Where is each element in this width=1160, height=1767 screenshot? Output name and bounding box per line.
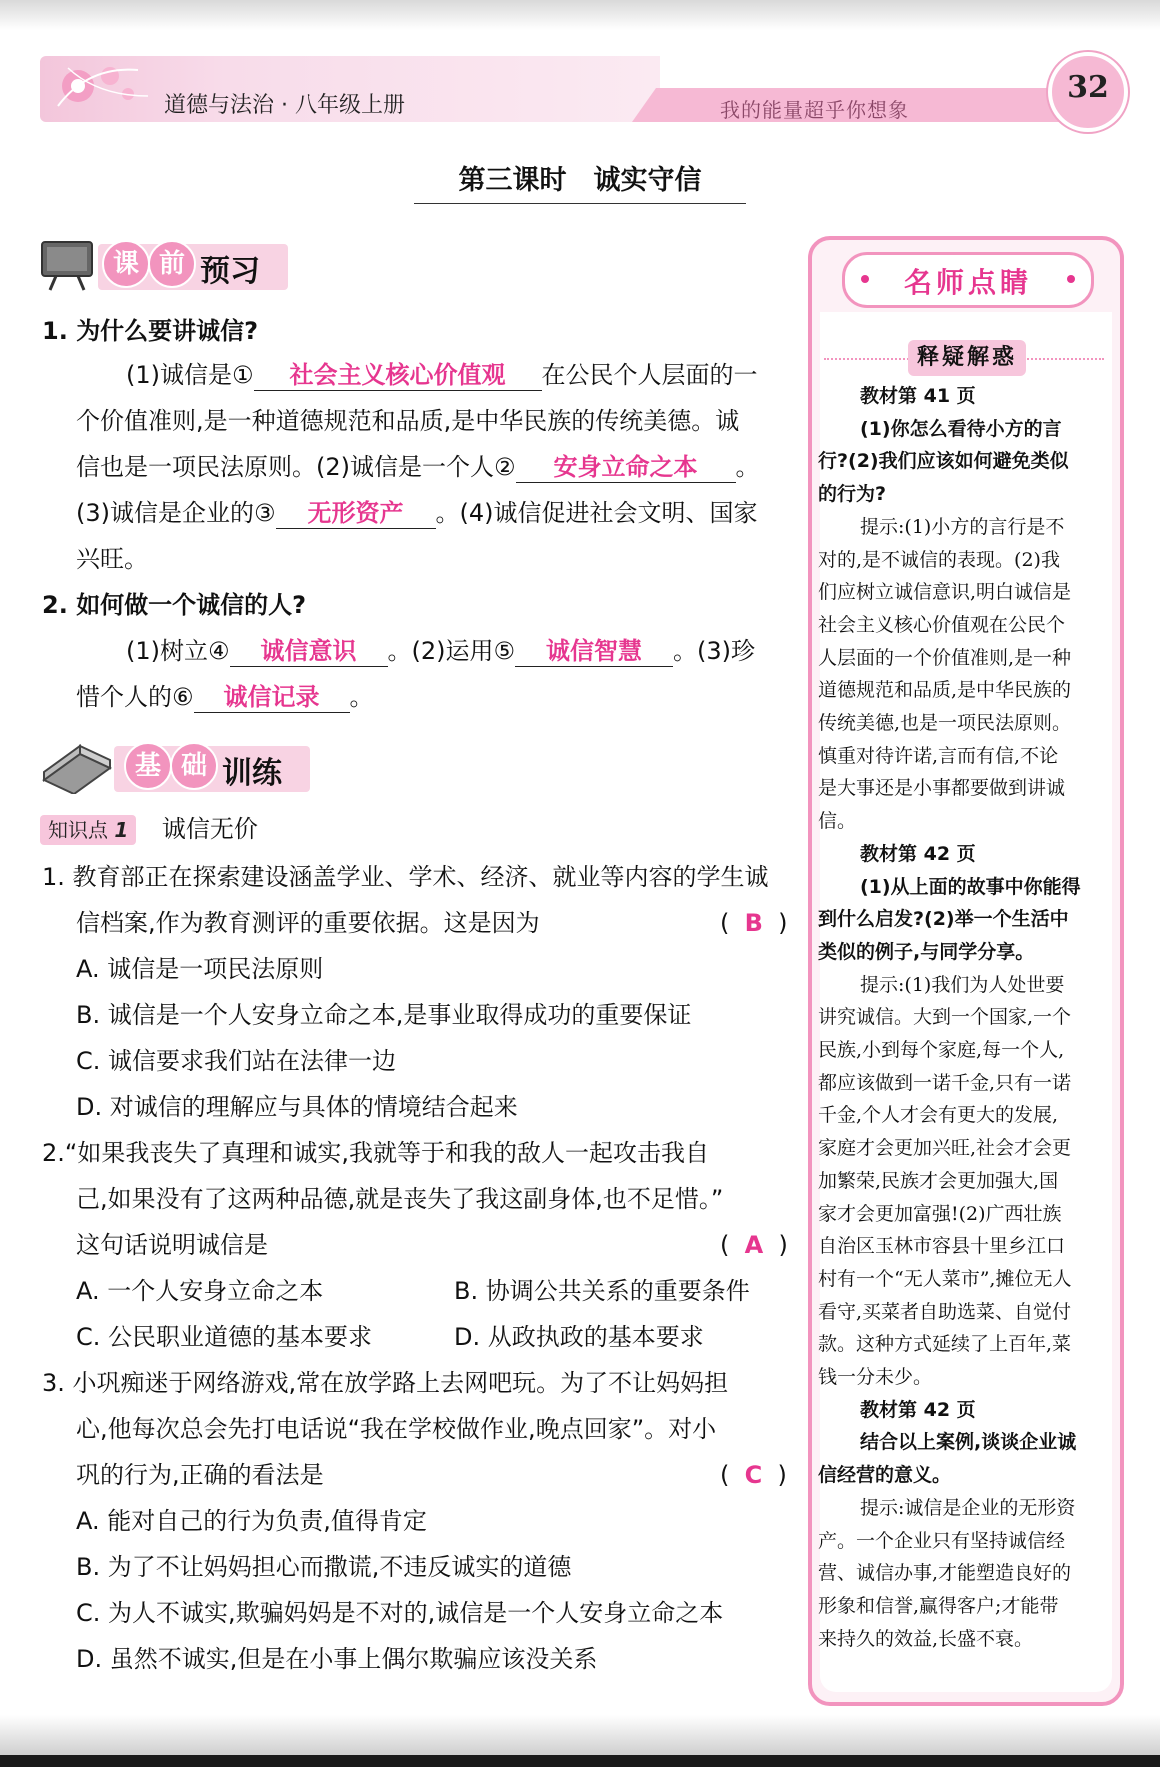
preview-q1-line3 [76,450,760,484]
sidebar-line: 提示:诚信是企业的无形资 [860,1496,1076,1519]
sidebar-line: 信经营的意义。 [818,1464,952,1487]
page-number: 32 [1067,70,1109,105]
sidebar-line: 千金,个人才会有更大的发展, [818,1104,1059,1127]
sidebar-line: 人层面的一个价值准则,是一种 [818,646,1072,669]
sidebar-line: 形象和信誉,赢得客户;才能带 [818,1594,1059,1617]
sidebar-line: 自治区玉林市容县十里乡江口 [818,1235,1066,1258]
sidebar-line: 产。一个企业只有坚持诚信经 [818,1529,1066,1552]
sidebar-line: 民族,小到每个家庭,每一个人, [818,1039,1065,1061]
kp-label: 知识点 [48,818,108,842]
sidebar-line: 钱一分未少。 [818,1366,933,1388]
top-edge [0,0,1160,30]
preview-q2-line1 [126,634,755,668]
question-number: 2. [42,591,68,619]
text-segment: 。 [735,453,760,481]
sidebar-line: 营、诚信办事,才能塑造良好的 [818,1562,1072,1585]
sidebar-line: 提示:(1)小方的言行是不 [860,515,1065,538]
sidebar-line: 对的,是不诚信的表现。(2)我 [818,548,1060,571]
question-number: 2. [42,1139,65,1167]
sidebar-line: 村有一个“无人菜市”,摊位无人 [818,1267,1072,1290]
kp-number: 1 [114,818,129,842]
text-segment: 。(4)诚信促进社会文明、国家 [435,499,758,527]
bottom-edge [0,1715,1160,1755]
q2-option-b: B. 协调公共关系的重要条件 [454,1277,750,1305]
q3-line3: 巩的行为,正确的看法是 [76,1461,324,1489]
text-segment: 信也是一项民法原则。(2)诚信是一个人② [76,453,516,481]
q1-answer: ( B ) [720,909,788,937]
text-segment: (3)诚信是企业的③ [76,499,276,527]
sidebar-line: 教材第 42 页 [860,842,976,865]
text-segment: 。 [349,683,374,711]
preview-q1-line1 [126,358,758,392]
heading-circle: 基 [124,742,172,790]
q2-option-a: A. 一个人安身立命之本 [76,1277,324,1305]
section-heading-preview [38,234,288,292]
q2-line2: 己,如果没有了这两种品德,就是丧失了我这副身体,也不足惜。” [76,1185,724,1213]
preview-q1-line4 [76,496,758,530]
slogan-text: 我的能量超乎你想象 [720,98,909,122]
answer-letter: B [744,909,763,937]
q2-line1 [42,1136,709,1170]
page-number-badge [1048,52,1128,132]
sidebar-line: 提示:(1)我们为人处世要 [860,973,1065,996]
sidebar-line: 款。这种方式延续了上百年,菜 [818,1333,1072,1356]
text-segment: 在公民个人层面的一 [541,361,758,389]
answer-letter: A [744,1231,764,1259]
answer-blank: 无形资产 [276,498,436,529]
q2-option-d: D. 从政执政的基本要求 [454,1323,704,1351]
heading-text: 预习 [200,254,260,289]
answer-blank: 社会主义核心价值观 [254,360,542,391]
sidebar-line: 是大事还是小事都要做到讲诚 [818,777,1066,800]
sidebar-line: 结合以上案例,谈谈企业诚 [860,1431,1077,1454]
question-text: “如果我丧失了真理和诚实,我就等于和我的敌人一起攻击我自 [64,1139,709,1167]
question-number: 3. [42,1369,65,1397]
answer-blank: 诚信意识 [230,636,388,667]
question-text: 小巩痴迷于网络游戏,常在放学路上去网吧玩。为了不让妈妈担 [72,1369,729,1397]
books-icon [40,740,114,794]
q1-option-d: D. 对诚信的理解应与具体的情境结合起来 [76,1093,518,1121]
sidebar-line: 讲究诚信。大到一个国家,一个 [818,1006,1072,1029]
book-subject: 道德与法治 · 八年级上册 [164,93,405,118]
sidebar-line: 行?(2)我们应该如何避免类似 [818,450,1069,473]
heading-text: 训练 [222,756,282,791]
sidebar-line: 都应该做到一诺千金,只有一诺 [818,1071,1072,1094]
sidebar-line: 信。 [818,810,857,833]
heading-circle: 课 [102,240,150,288]
sidebar-line: 慎重对待许诺,言而有信,不论 [818,744,1059,767]
q3-answer: ( C ) [720,1461,787,1489]
heading-circle: 前 [148,240,196,288]
text-segment: 。(3)珍 [673,637,756,665]
knowledge-point-tag [40,815,136,845]
q1-line1 [42,860,769,894]
sidebar-title-box [842,252,1094,308]
sidebar-line: 到什么启发?(2)举一个生活中 [818,908,1069,931]
sidebar-line: 家才会更加富强!(2)广西壮族 [818,1202,1062,1225]
sidebar-line: 教材第 41 页 [860,385,976,407]
q1-option-c: C. 诚信要求我们站在法律一边 [76,1047,397,1075]
answer-blank: 安身立命之本 [516,452,736,483]
flower-decoration-icon [48,56,158,116]
sidebar-line: (1)你怎么看待小方的言 [860,417,1062,440]
question-title: 如何做一个诚信的人? [76,591,307,619]
sidebar-line: 类似的例子,与同学分享。 [818,940,1035,963]
preview-q2-title [42,588,306,622]
text-segment: 。(2)运用⑤ [387,637,516,665]
text-segment: 惜个人的⑥ [76,683,194,711]
sidebar-line: 道德规范和品质,是中华民族的 [818,679,1072,702]
q3-option-d: D. 虽然不诚实,但是在小事上偶尔欺骗应该没关系 [76,1645,598,1673]
question-text: 教育部正在探索建设涵盖学业、学术、经济、就业等内容的学生诚 [72,863,769,891]
q3-line2: 心,他每次总会先打电话说“我在学校做作业,晚点回家”。对小 [76,1415,717,1443]
text-segment: (1)树立④ [126,637,230,665]
answer-blank: 诚信记录 [194,682,350,713]
text-segment: (1)诚信是① [126,361,254,389]
bottom-bar [0,1755,1160,1767]
knowledge-point [40,812,258,846]
question-title: 为什么要讲诚信? [76,317,259,345]
page-header [40,52,1120,126]
answer-letter: C [744,1461,763,1489]
preview-q1-line2: 个价值准则,是一种道德规范和品质,是中华民族的传统美德。诚 [76,407,740,435]
blackboard-icon [38,238,96,292]
q2-answer: ( A ) [720,1231,788,1259]
heading-circle: 础 [170,742,218,790]
q3-option-a: A. 能对自己的行为负责,值得肯定 [76,1507,427,1535]
section-heading-training [40,736,310,794]
sidebar-line: 的行为? [818,483,887,506]
q2-line3: 这句话说明诚信是 [76,1231,268,1259]
preview-q2-line2 [76,680,374,714]
sidebar-line: 家庭才会更加兴旺,社会才会更 [818,1137,1072,1160]
q1-option-b: B. 诚信是一个人安身立命之本,是事业取得成功的重要保证 [76,1001,692,1029]
answer-blank: 诚信智慧 [515,636,673,667]
q1-option-a: A. 诚信是一项民法原则 [76,955,324,983]
preview-q1-title [42,314,258,348]
question-number: 1. [42,317,68,345]
sidebar-title: 名师点睛 [903,266,1032,299]
sidebar-line: 们应树立诚信意识,明白诚信是 [818,581,1072,604]
sidebar-line: 看守,买菜者自助选菜、自觉付 [818,1300,1072,1323]
sidebar-line: 教材第 42 页 [860,1398,976,1421]
sidebar-line: 加繁荣,民族才会更加强大,国 [818,1169,1059,1192]
q1-line2: 信档案,作为教育测评的重要依据。这是因为 [76,909,540,937]
lesson-title: 第三课时 诚实守信 [414,158,746,204]
kp-title: 诚信无价 [161,815,258,843]
sidebar-line: (1)从上面的故事中你能得 [860,875,1081,898]
question-number: 1. [42,863,65,891]
q3-option-c: C. 为人不诚实,欺骗妈妈是不对的,诚信是一个人安身立命之本 [76,1599,724,1627]
q3-option-b: B. 为了不让妈妈担心而撒谎,不违反诚实的道德 [76,1553,572,1581]
dot-icon [1067,275,1075,283]
preview-q1-line5: 兴旺。 [76,545,148,573]
q3-line1 [42,1366,728,1400]
sidebar-subtitle: 释疑解惑 [908,340,1026,376]
q2-option-c: C. 公民职业道德的基本要求 [76,1323,373,1351]
sidebar-line: 传统美德,也是一项民法原则。 [818,712,1072,734]
sidebar-line: 社会主义核心价值观在公民个 [818,613,1066,636]
sidebar-line: 来持久的效益,长盛不衰。 [818,1627,1034,1650]
